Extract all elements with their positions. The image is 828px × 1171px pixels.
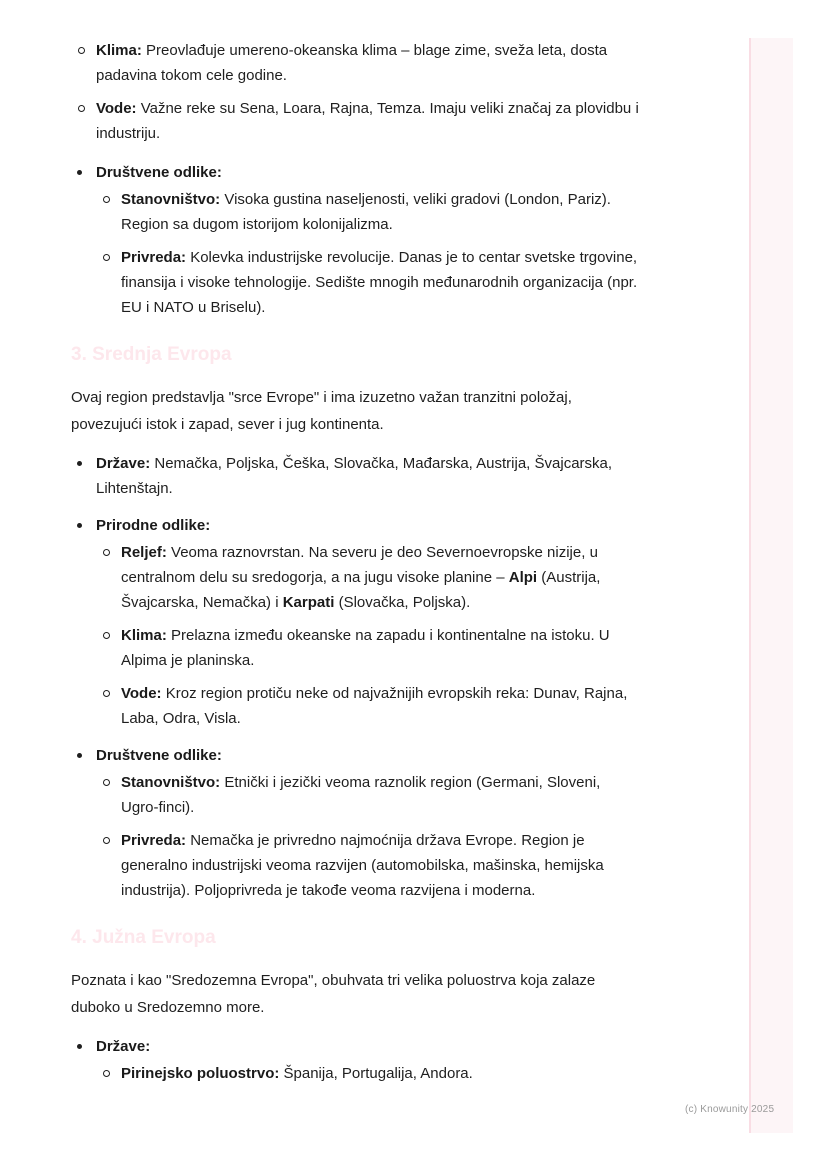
item-text: Etnički i jezički veoma raznolik region (Germani, Sloveni, Ugro-finci). <box>121 774 601 816</box>
term-label: Vode: <box>96 100 137 117</box>
list-item-waters <box>96 681 641 731</box>
nested-list <box>96 187 641 320</box>
list-heading: Prirodne odlike: <box>96 517 211 534</box>
nested-list <box>71 38 641 146</box>
list-item-relief <box>96 540 641 615</box>
list-item-climate <box>71 38 641 88</box>
list-item-economy <box>96 245 641 320</box>
term-label: Klima: <box>121 627 167 644</box>
item-text: Visoka gustina naseljenosti, veliki gradovi (London, Pariz). Region sa dugom istorijom kolonijalizma. <box>121 191 611 233</box>
list-item-population <box>96 770 641 820</box>
list-item-natural <box>71 513 641 731</box>
list-item-population <box>96 187 641 237</box>
list-item-countries <box>71 1034 641 1086</box>
term-label: Stanovništvo: <box>121 191 221 208</box>
list-item-waters <box>71 96 641 146</box>
list-item-climate <box>96 623 641 673</box>
list-heading: Društvene odlike: <box>96 747 222 764</box>
term-karpati: Karpati <box>282 594 335 611</box>
term-label: Vode: <box>121 685 162 702</box>
social-list-west <box>71 160 641 320</box>
list-item-iberian <box>96 1061 641 1086</box>
top-continuation-list <box>96 38 641 146</box>
item-text: Kolevka industrijske revolucije. Danas je to centar svetske trgovine, finansija i visoke tehnologije. Sedište mnogih međunarodnih organizacija (npr. EU i NATO u Briselu). <box>121 249 638 316</box>
nested-list <box>96 770 641 903</box>
document-body <box>71 38 641 1098</box>
list-heading: Države: <box>96 1038 151 1055</box>
term-label: Reljef: <box>121 544 167 561</box>
item-text: Nemačka je privredno najmoćnija država Evrope. Region je generalno industrijski veoma razvijen (automobilska, mašinska, hemijska industrija). Poljoprivreda je takođe veoma razvijena i moderna. <box>121 832 604 899</box>
item-text: Nemačka, Poljska, Češka, Slovačka, Mađarska, Austrija, Švajcarska, Lihtenštajn. <box>96 455 613 497</box>
central-europe-list <box>71 451 641 903</box>
item-text: Preovlađuje umereno-okeanska klima – blage zime, sveža leta, dosta padavina tokom cele godine. <box>96 42 608 84</box>
southern-europe-list <box>71 1034 641 1086</box>
section-intro: Ovaj region predstavlja "srce Evrope" i ima izuzetno važan tranzitni položaj, povezujući istok i zapad, sever i jug kontinenta. <box>71 389 572 433</box>
term-label: Stanovništvo: <box>121 774 221 791</box>
page-margin-band <box>749 38 793 1133</box>
copyright-footer: (c) Knowunity 2025 <box>685 1104 775 1115</box>
section-heading-southern-europe: 4. Južna Evropa <box>71 927 216 948</box>
term-label: Države: <box>96 455 151 472</box>
list-item-countries <box>71 451 641 501</box>
item-text: Veoma raznovrstan. Na severu je deo Severnoevropske nizije, u centralnom delu su sredogorja, a na jugu visoke planine – <box>121 544 598 586</box>
list-item-social <box>71 160 641 320</box>
item-text: Važne reke su Sena, Loara, Rajna, Temza. Imaju veliki značaj za plovidbu i industriju. <box>96 100 639 142</box>
item-text: (Austrija, Švajcarska, Nemačka) i <box>121 569 601 611</box>
nested-list <box>96 1061 641 1086</box>
term-label: Pirinejsko poluostrvo: <box>121 1065 280 1082</box>
list-item-economy <box>96 828 641 903</box>
section-heading-central-europe: 3. Srednja Evropa <box>71 344 232 365</box>
item-text: Prelazna između okeanske na zapadu i kontinentalne na istoku. U Alpima je planinska. <box>121 627 610 669</box>
section-intro: Poznata i kao "Sredozemna Evropa", obuhvata tri velika poluostrva koja zalaze duboko u Sredozemno more. <box>71 972 596 1016</box>
list-item-social <box>71 743 641 903</box>
term-label: Privreda: <box>121 249 187 266</box>
list-heading: Društvene odlike: <box>96 164 222 181</box>
term-label: Klima: <box>96 42 142 59</box>
list-item <box>96 38 641 146</box>
term-alpi: Alpi <box>508 569 538 586</box>
item-text: Španija, Portugalija, Andora. <box>279 1065 473 1082</box>
term-label: Privreda: <box>121 832 187 849</box>
item-text: Kroz region protiču neke od najvažnijih evropskih reka: Dunav, Rajna, Laba, Odra, Visla. <box>121 685 628 727</box>
item-text: (Slovačka, Poljska). <box>334 594 471 611</box>
nested-list <box>96 540 641 731</box>
